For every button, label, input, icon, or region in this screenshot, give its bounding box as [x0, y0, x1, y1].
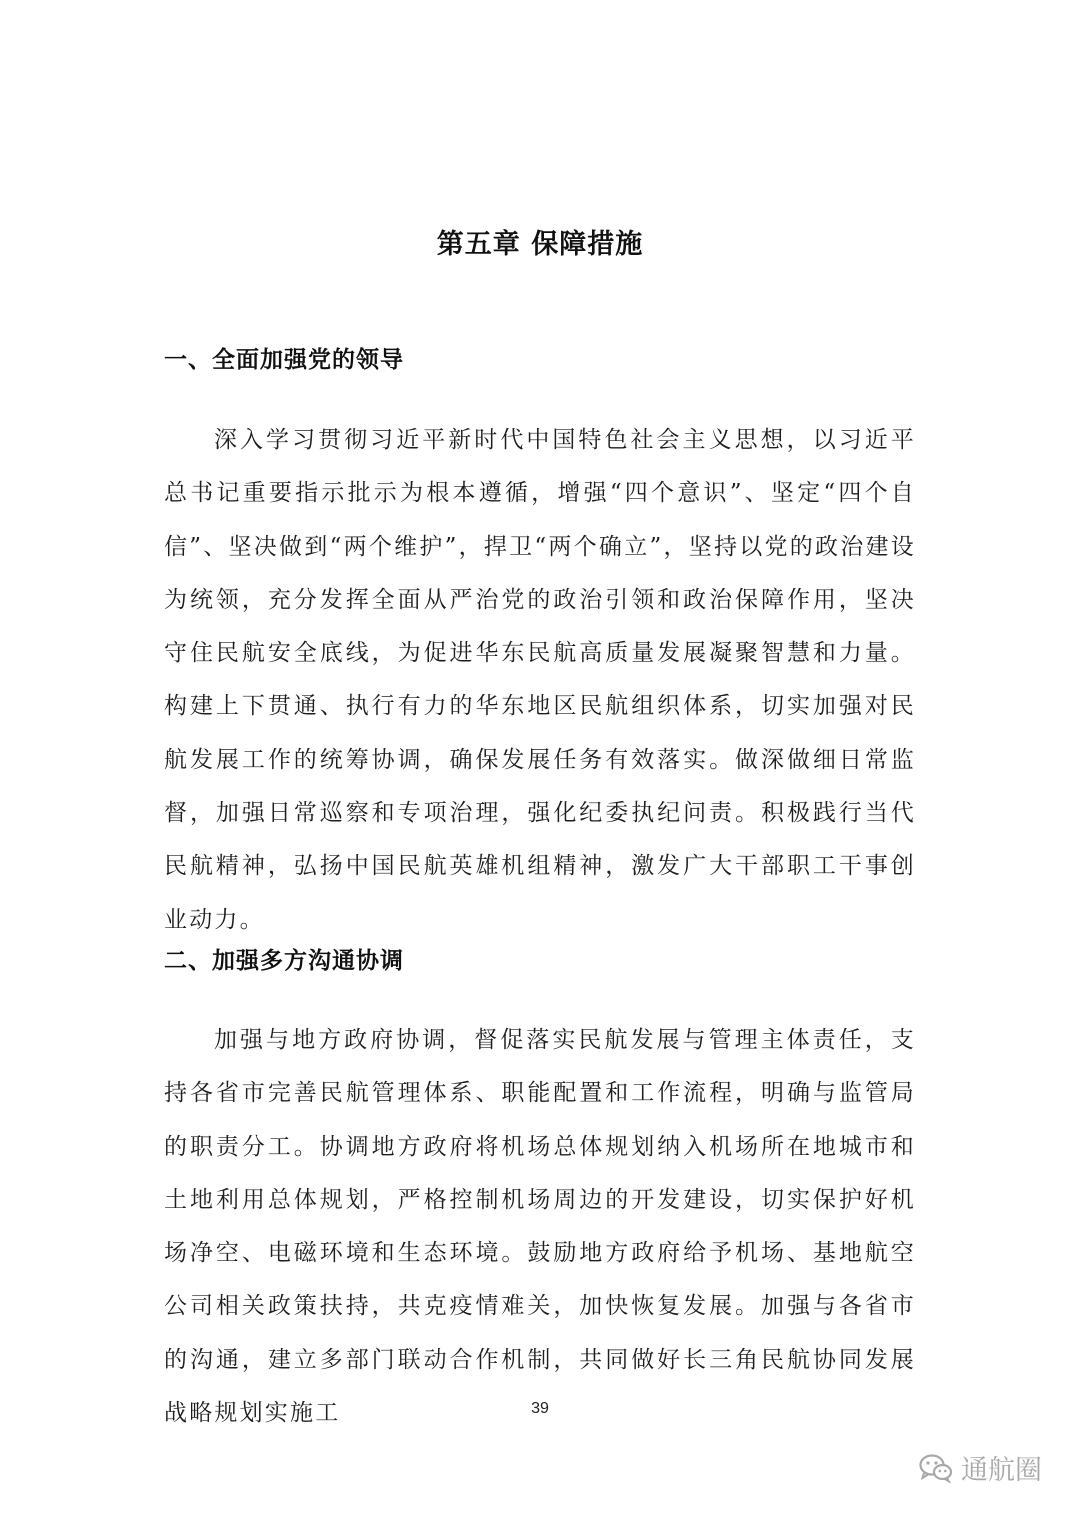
section-heading-coordination: 二、加强多方沟通协调: [164, 948, 404, 974]
section-paragraph-coordination: 加强与地方政府协调，督促落实民航发展与管理主体责任，支持各省市完善民航管理体系、职能配置和工作流程，明确与监管局的职责分工。协调地方政府将机场总体规划纳入机场所在地城市和土地利用总体规划，严格控制机场周边的开发建设，切实保护好机场净空、电磁环境和生态环境。鼓励地方政府给予机场、基地航空公司相关政策扶持，共克疫情难关，加快恢复发展。加强与各省市的沟通，建立多部门联动合作机制，共同做好长三角民航协同发展战略规划实施工: [164, 1027, 916, 1427]
chapter-title: 第五章 保障措施: [436, 229, 644, 260]
watermark: [919, 1448, 1042, 1487]
page-number: 39: [531, 1400, 549, 1417]
section-paragraph-party-leadership: 深入学习贯彻习近平新时代中国特色社会主义思想，以习近平总书记重要指示批示为根本遵循，增强“四个意识”、坚定“四个自信”、坚决做到“两个维护”，捍卫“两个确立”，坚持以党的政治建设为统领，充分发挥全面从严治党的政治引领和政治保障作用，坚决守住民航安全底线，为促进华东民航高质量发展凝聚智慧和力量。构建上下贯通、执行有力的华东地区民航组织体系，切实加强对民航发展工作的统筹协调，确保发展任务有效落实。做深做细日常监督，加强日常巡察和专项治理，强化纪委执纪问责。积极践行当代民航精神，弘扬中国民航英雄机组精神，激发广大干部职工干事创业动力。: [164, 427, 916, 933]
watermark-text: 通航圈: [961, 1455, 1042, 1486]
wechat-icon: [919, 1453, 953, 1483]
section-heading-party-leadership: 一、全面加强党的领导: [164, 347, 404, 373]
